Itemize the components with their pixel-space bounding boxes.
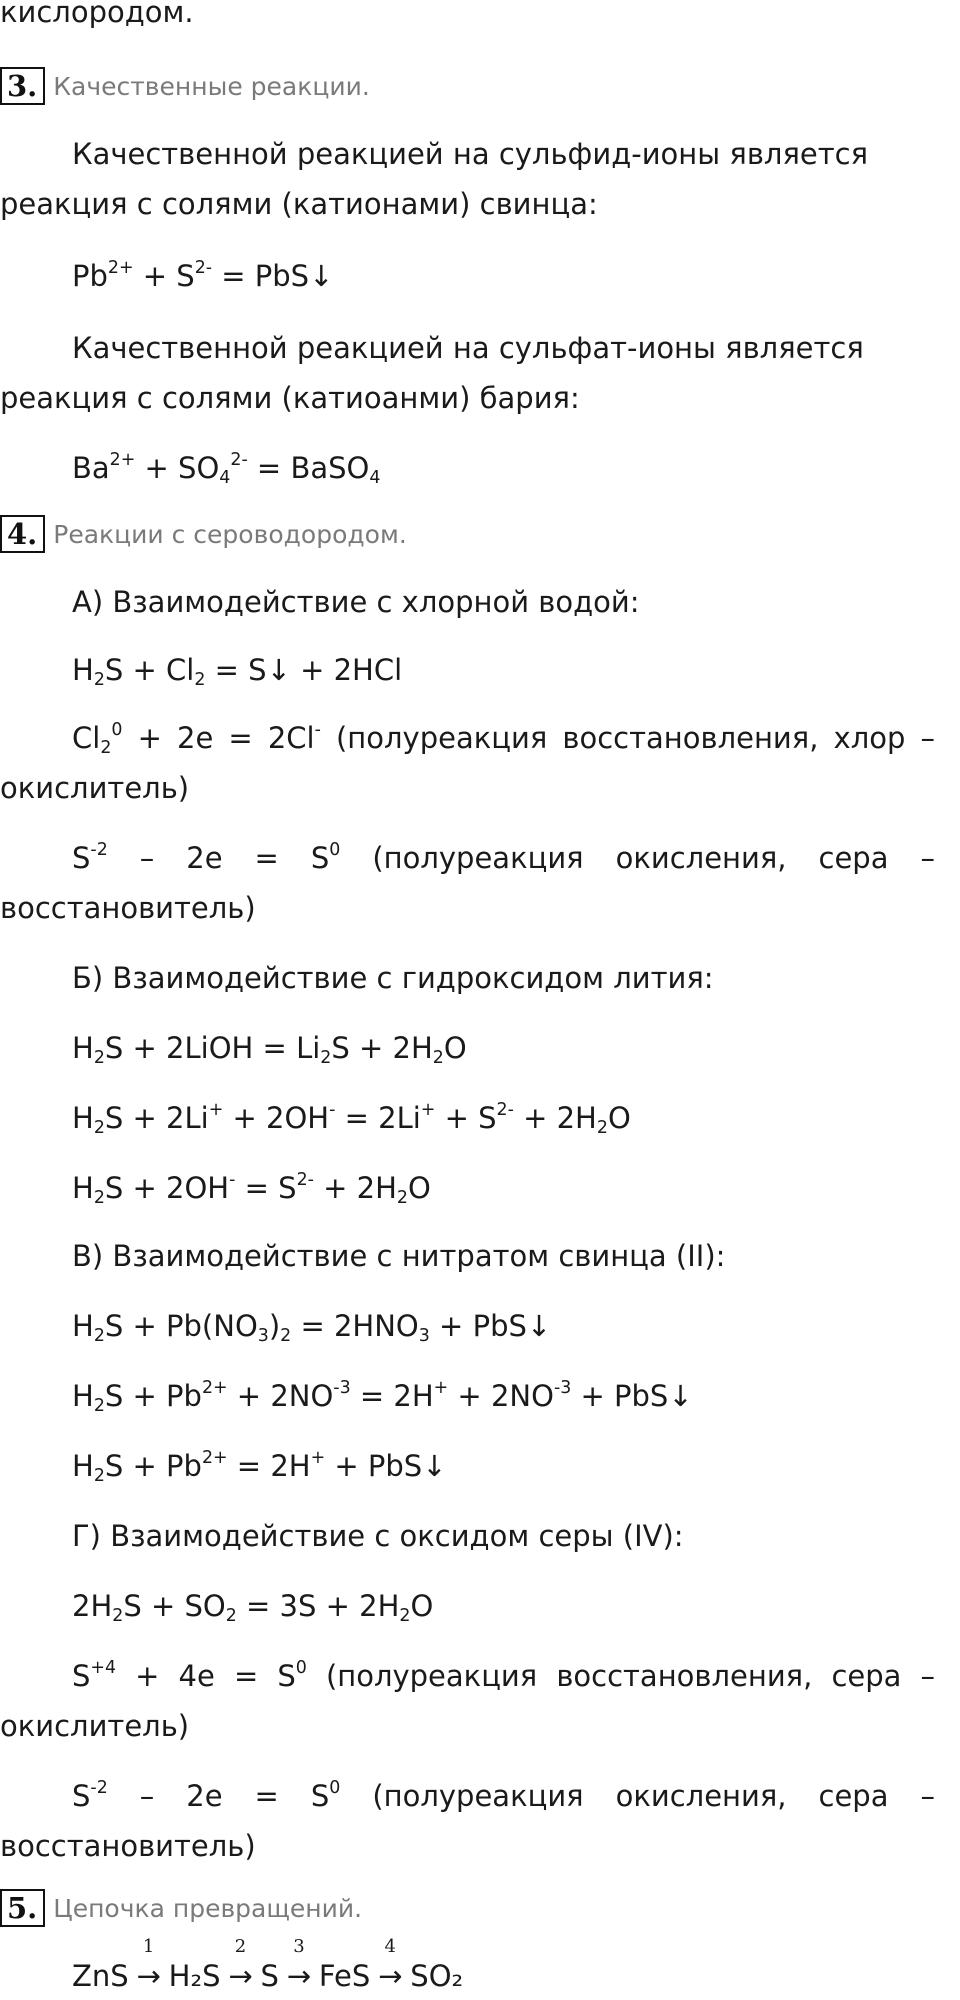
paragraph-text: реакция с солями (катионами) свинца: [0,187,598,221]
chain-species: ZnS [72,1959,129,1993]
paragraph-line [0,1708,935,1744]
subsection-label [72,1238,935,1274]
chain-species: SO₂ [410,1959,464,1993]
chain-species: S [260,1959,279,1993]
paragraph-text: окислитель) [0,1709,190,1743]
paragraph-text: реакция с солями (катиоанми) бария: [0,381,580,415]
equation-baso4: $Ba^{2+} + SO_4^{2-}$ = BaSO$_4$ [72,449,381,489]
section-number-box: 5. [0,1889,45,1927]
chain-arrow: 2 → [221,1958,261,1994]
equation: $H_2S + Pb(NO_3)_2 = 2HNO_3$ + PbS↓ [72,1309,552,1347]
subsection-label [72,1518,935,1554]
label-text: А) Взаимодействие с хлорной водой: [72,585,640,619]
subsection-label [72,960,935,996]
section-3-heading [0,66,370,106]
equation: $2H_2S + SO_2 = 3S + 2H_2O$ [72,1589,434,1627]
paragraph-line [72,136,935,172]
section-title: Цепочка превращений. [53,1893,363,1923]
equation: $H_2S + Cl_2$ = S↓ + 2HCl [72,653,403,691]
label-text: Г) Взаимодействие с оксидом серы (IV): [72,1519,684,1553]
step-number: 4 [384,1936,396,1957]
paragraph-line [72,330,935,366]
subsection-label [72,584,935,620]
chain-arrow: 1 → [129,1958,169,1994]
half-reaction-text: (полуреакция восстановления, сера – [325,1659,936,1693]
paragraph-text: Качественной реакцией на сульфид-ионы является [72,137,869,171]
label-text: В) Взаимодействие с нитратом свинца (II): [72,1239,726,1273]
chain-species: H₂S [168,1959,221,1993]
paragraph-line [0,1828,935,1864]
paragraph-text: восстановитель) [0,891,256,925]
paragraph-line [0,186,935,222]
transformation-chain [72,1936,935,1994]
label-text: Б) Взаимодействие с гидроксидом лития: [72,961,714,995]
paragraph-text: Качественной реакцией на сульфат-ионы является [72,331,864,365]
step-number: 1 [142,1936,155,1957]
paragraph-line [0,890,935,926]
paragraph-fragment [0,0,935,30]
paragraph-line [0,380,935,416]
half-reaction-line: $S^{-2} - 2e = S^0$ (полуреакция окисления, сера – [72,839,935,875]
section-number-box: 3. [0,67,45,105]
chain-species: FeS [318,1959,371,1993]
half-reaction-text: (полуреакция восстановления, хлор – [335,721,935,755]
half-reaction-text: (полуреакция окисления, сера – [372,1779,935,1813]
step-number: 3 [293,1936,305,1957]
section-number-box: 4. [0,515,45,553]
chain-arrow: 3 → [279,1958,319,1994]
section-title: Реакции с сероводородом. [53,519,407,549]
equation: $H_2S + Pb^{2+} = 2H^+$ + PbS↓ [72,1447,447,1487]
paragraph-line [0,770,935,806]
paragraph-text: окислитель) [0,771,190,805]
paragraph-text: восстановитель) [0,1829,256,1863]
section-5-heading [0,1888,362,1928]
section-4-heading [0,514,407,554]
step-number: 2 [234,1936,247,1957]
equation: $H_2S + Pb^{2+} + 2NO^{-3} = 2H^+ + 2NO^{-3}$ + PbS↓ [72,1377,693,1417]
section-title: Качественные реакции. [53,71,370,101]
equation-pbs: $Pb^{2+} + S^{2-}$ = PbS↓ [72,257,334,293]
half-reaction-line: $S^{+4} + 4e = S^0$ (полуреакция восстановления, сера – [72,1657,936,1693]
half-reaction-line: $S^{-2} - 2e = S^0$ (полуреакция окисления, сера – [72,1777,935,1813]
equation: $H_2S + 2OH^- = S^{2-} + 2H_2O$ [72,1169,431,1209]
equation: $H_2S$ + 2LiOH = $Li_2S + 2H_2O$ [72,1031,467,1069]
half-reaction-line: $Cl_2^0 + 2e = 2Cl^-$ (полуреакция восстановления, хлор – [72,719,935,759]
chain-arrow: 4 → [370,1958,410,1994]
half-reaction-text: (полуреакция окисления, сера – [372,841,935,875]
fragment-text: кислородом. [0,0,194,29]
equation: $H_2S + 2Li^+ + 2OH^- = 2Li^+ + S^{2-} + 2H_2O$ [72,1099,631,1139]
